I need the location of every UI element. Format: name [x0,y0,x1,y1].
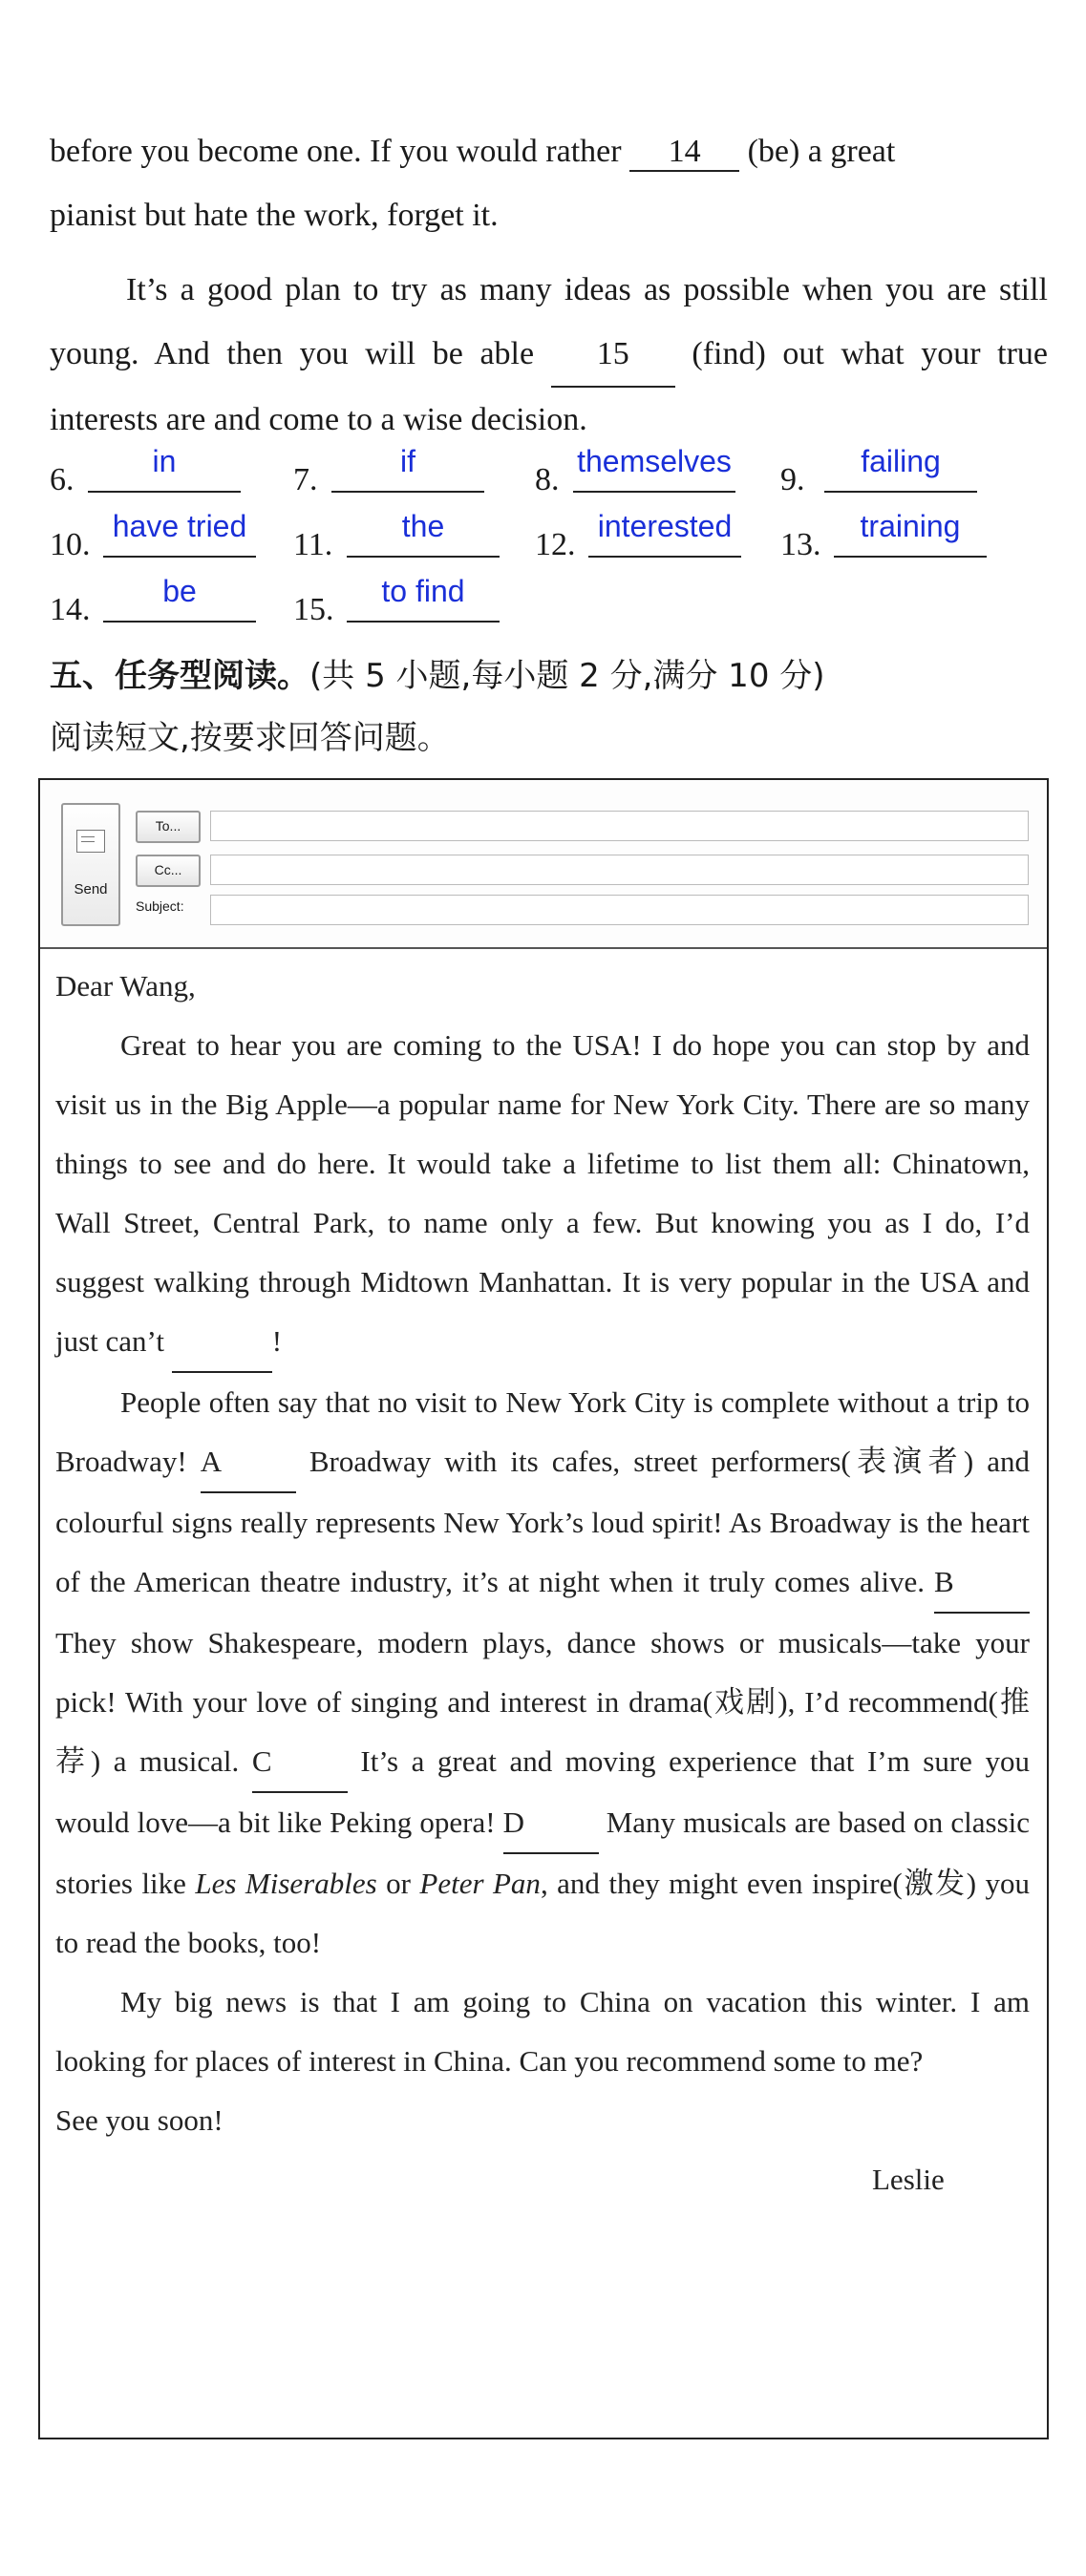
answer-value: have tried [112,509,247,543]
answer-item [50,441,279,506]
answer-value: failing [861,444,941,478]
email-text: People often say that no visit to New York City is complete without a trip to Broadway! [55,1385,1030,1478]
answer-item [293,571,532,636]
answer-item [535,441,774,506]
cc-field[interactable] [210,855,1029,885]
answer-value: interested [597,509,733,543]
email-text: It’s a great and moving experience that I’m sure you would love—a bit like Peking opera! [55,1744,1030,1839]
answer-value: be [162,574,197,608]
answer-value: training [860,509,961,543]
answer-row-2 [50,506,1053,571]
blank-b [934,1552,1030,1614]
answer-number: 11. [293,527,333,562]
blank-15 [551,322,675,388]
answer-blank [588,498,741,558]
answer-value: to find [381,574,465,608]
answer-value: themselves [577,444,732,478]
section-heading: 五、任务型阅读。 [50,657,309,695]
answer-number: 15. [293,592,334,627]
email-text: My big news is that I am going to China on vacation this winter. I am looking for places of interest in China. Can you recommend some to me? [55,1985,1030,2078]
answer-number: 9. [780,462,805,497]
blank-letter: B [934,1565,954,1598]
answer-row-1 [50,441,1053,506]
to-button[interactable]: To... [136,811,201,843]
answer-blank [347,563,500,623]
answer-value: in [152,444,177,478]
answer-item [50,506,279,571]
email-paragraph-2 [55,1373,1030,1973]
passage-text: (be) a great [747,134,896,169]
send-label: Send [74,881,108,897]
answer-item [293,441,522,506]
book-title: Peter Pan [419,1867,541,1900]
email-closing: See you soon! [55,2103,224,2137]
answer-value: if [400,444,415,478]
email-header [40,780,1047,949]
passage-text: It’s a good plan to try as many ideas as possible when you are still young. And then you will be able [50,272,1048,371]
blank-a [201,1432,296,1493]
blank-number: 14 [668,134,701,169]
email-greeting: Dear Wang, [55,969,196,1003]
blank-d [503,1793,599,1854]
answer-number: 12. [535,527,576,562]
email-text: Many musicals are based on classic stories like [55,1805,1031,1900]
passage-line-2: pianist but hate the work, forget it. [50,198,499,233]
answer-blank [347,498,500,558]
signature-text: Leslie [872,2163,945,2196]
blank-14 [629,134,739,172]
answer-item [50,571,279,636]
email-text: or [386,1867,411,1900]
to-field[interactable] [210,811,1029,841]
blank-letter: C [251,1744,272,1778]
answer-row-3 [50,571,1053,636]
answer-item [780,506,1019,571]
cc-button[interactable]: Cc... [136,855,201,887]
answer-item [780,441,1010,506]
answer-value: the [401,509,445,543]
blank-title [172,1312,272,1373]
answer-blank [824,433,977,493]
email-text: Great to hear you are coming to the USA! I do hope you can stop by and visit us in the Big Apple—a popular name for New York City. There are so many things to see and do here. It would take a lifetime to list them all: Chinatown, Wall Street, Central Park, to name only a few. But knowing you as I do, I’d suggest walking through Midtown Manhattan. It is very popular in the USA and just can’t [55,1028,1030,1358]
answer-number: 6. [50,462,75,497]
answer-blank [834,498,987,558]
answer-blank [88,433,241,493]
section-instruction: 阅读短文,按要求回答问题。 [50,719,450,757]
section-title [50,649,825,696]
passage-text: (find) out what your true interests are and come to a wise decision. [50,336,1049,437]
answer-blank [103,563,256,623]
answer-blank [103,498,256,558]
answer-number: 7. [293,462,318,497]
blank-c [252,1732,348,1793]
subject-label: Subject: [136,898,184,914]
answer-item [535,506,774,571]
email-signature [55,2150,1030,2209]
answer-number: 10. [50,527,91,562]
passage-paragraph-2 [50,258,1048,452]
email-paragraph-3 [55,1973,1030,2091]
email-window [38,778,1049,2439]
email-paragraph-1 [55,1016,1030,1373]
answer-blank [331,433,484,493]
email-text: Broadway with its cafes, street performers(表演者) and colourful signs really represents New York’s loud spirit! As Broadway is the heart of the American theatre industry, it’s at night when it truly comes alive. [55,1445,1031,1598]
email-body [55,957,1030,2209]
envelope-icon [76,830,105,853]
book-title: Les Miserables [195,1867,377,1900]
answer-number: 14. [50,592,91,627]
blank-letter: D [502,1805,525,1839]
answer-blank [573,433,735,493]
passage-text: before you become one. If you would rather [50,134,622,169]
email-text: They show Shakespeare, modern plays, dance shows or musicals—take your pick! With your love of singing and interest in drama(戏剧), I’d recommend(推荐) a musical. [55,1626,1030,1778]
send-button[interactable] [61,803,120,926]
email-text: ! [271,1324,283,1358]
passage-line-1 [50,134,895,172]
email-text: , and they might even inspire(激发) you to read the books, too! [55,1867,1031,1959]
blank-letter: A [200,1445,223,1478]
section-scoring: (共 5 小题,每小题 2 分,满分 10 分) [309,657,825,695]
subject-field[interactable] [210,895,1029,925]
blank-number: 15 [596,336,629,371]
answer-number: 8. [535,462,560,497]
answer-number: 13. [780,527,821,562]
answer-item [293,506,532,571]
